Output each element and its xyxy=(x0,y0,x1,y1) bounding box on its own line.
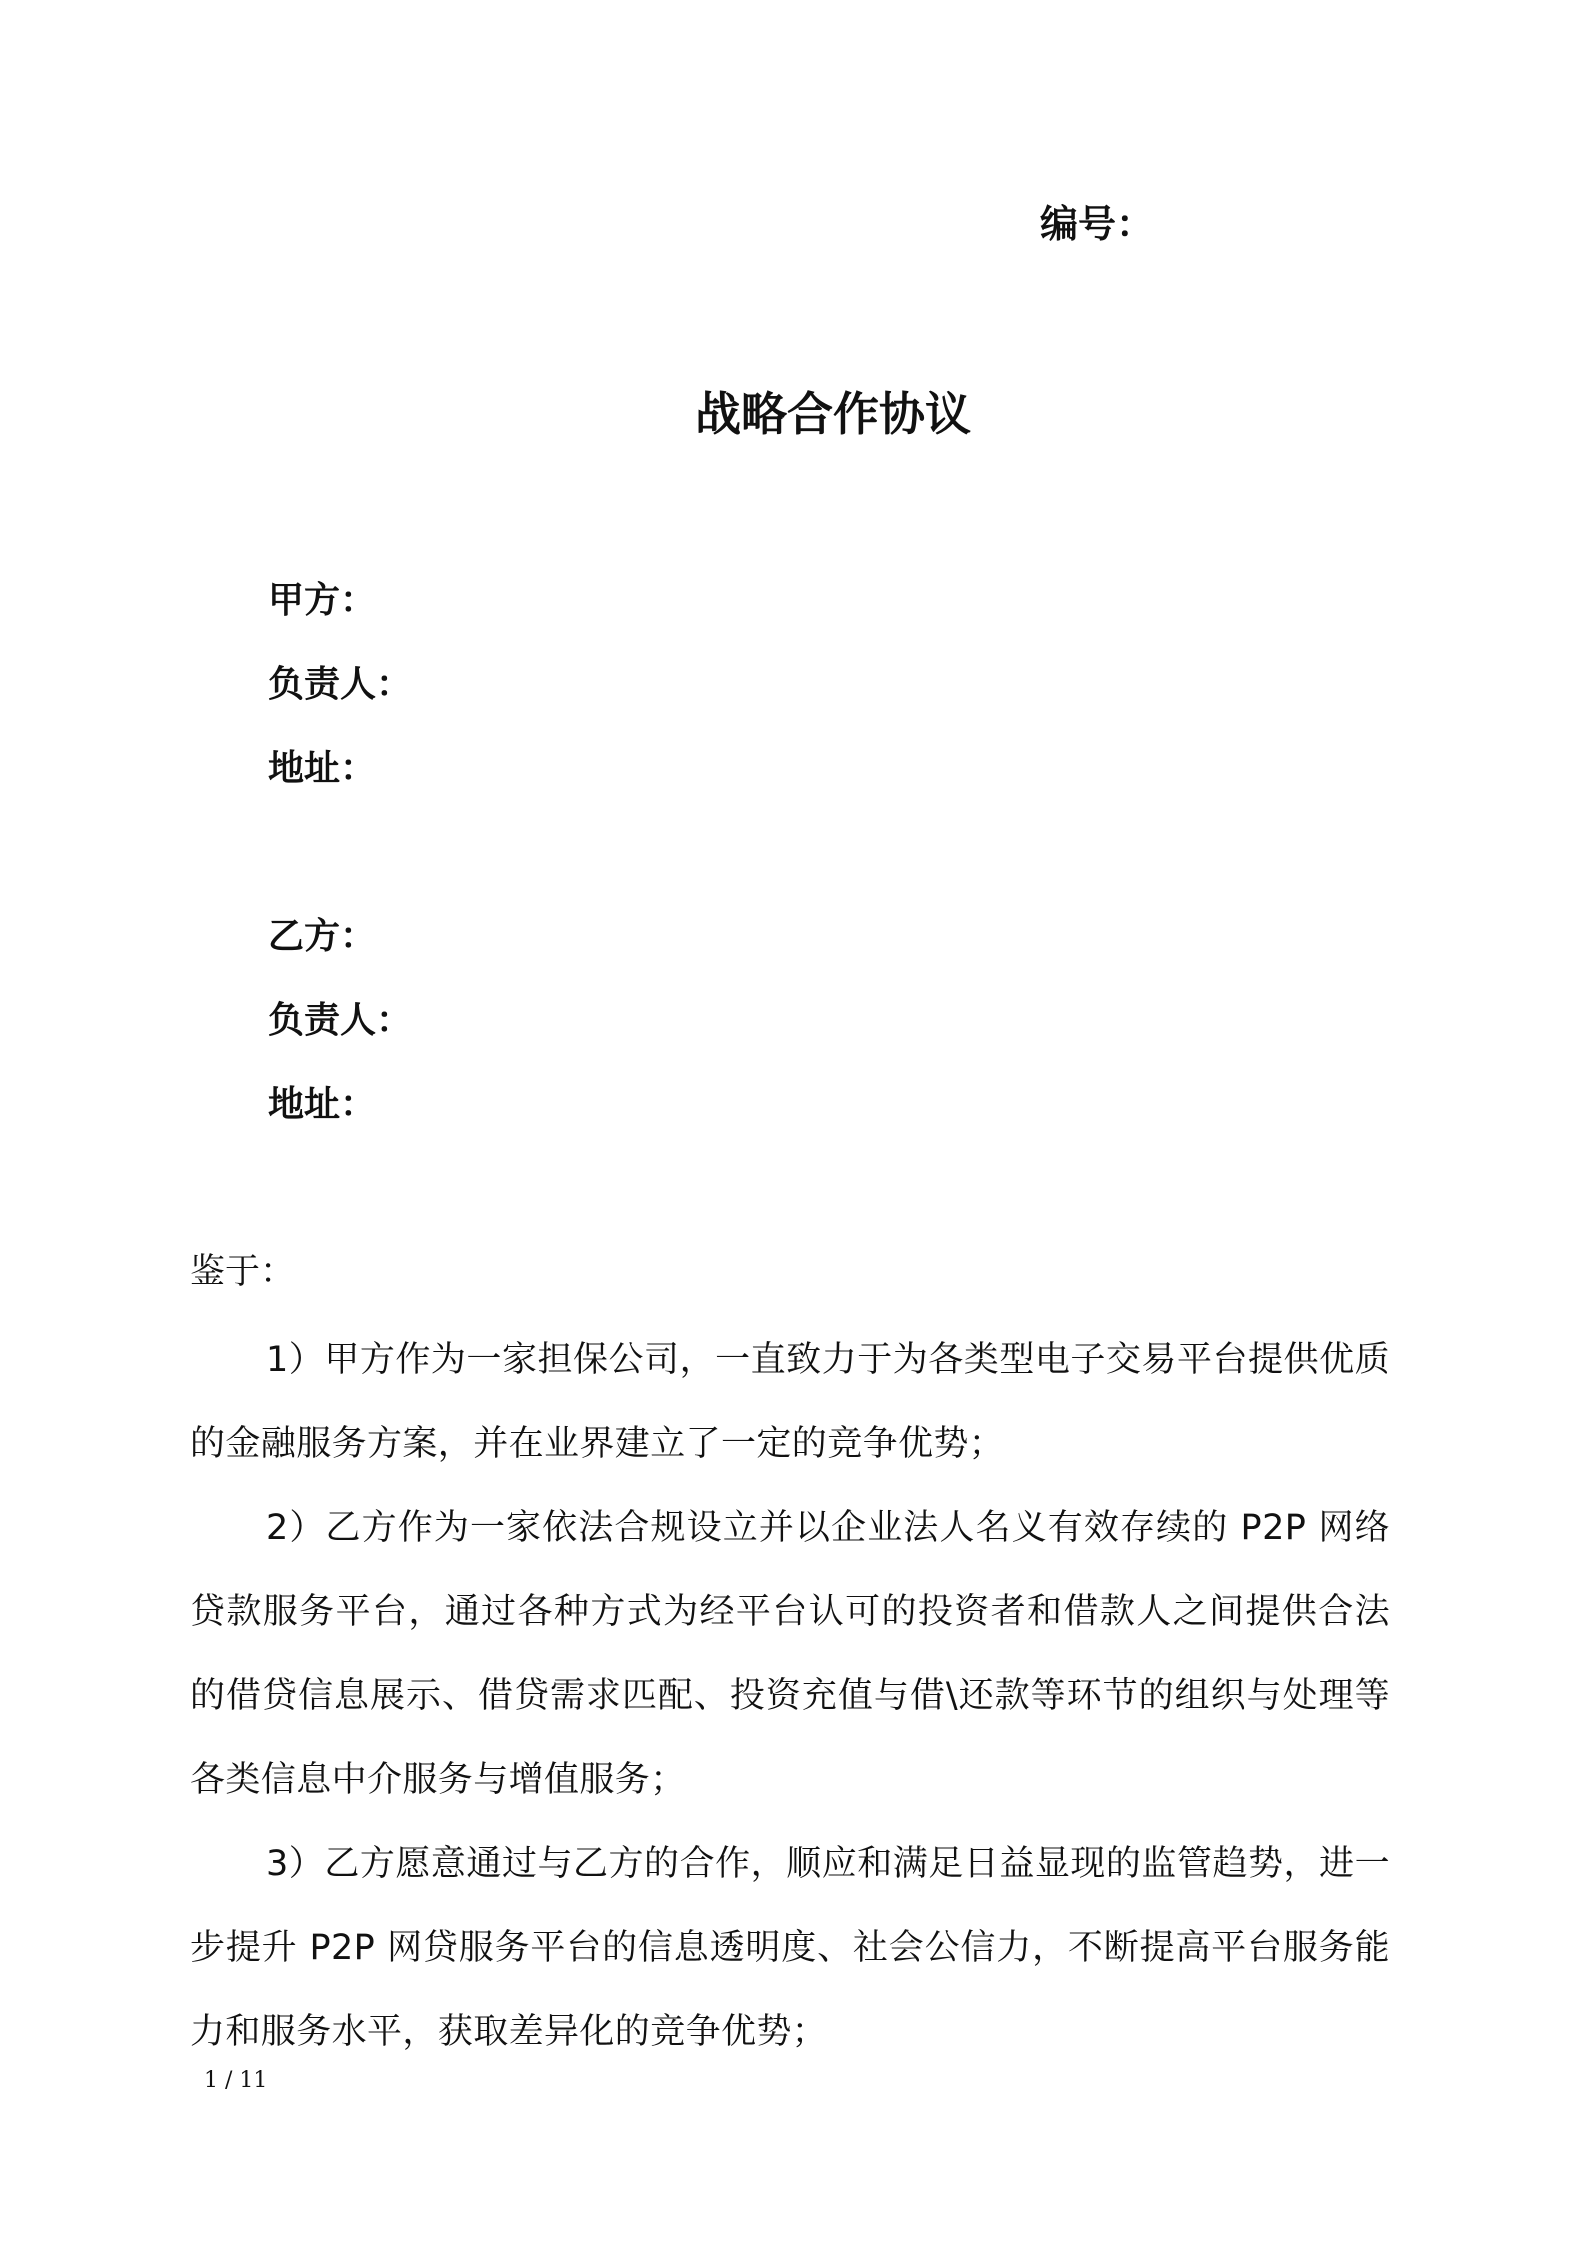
document-number-label: 编号： xyxy=(1040,202,1155,246)
clause-list xyxy=(190,1318,1390,2074)
party-b-label: 乙方： xyxy=(268,916,377,957)
party-b-address-label: 地址： xyxy=(268,1084,377,1125)
party-b-responsible-label: 负责人： xyxy=(268,1000,413,1041)
party-a-responsible-label: 负责人： xyxy=(268,664,413,705)
clause-2: 2）乙方作为一家依法合规设立并以企业法人名义有效存续的 P2P 网络贷款服务平台，通过各种方式为经平台认可的投资者和借款人之间提供合法的借贷信息展示、借贷需求匹配、投资充值与借\还款等环节的组织与处理等各类信息中介服务与增值服务； xyxy=(190,1508,1390,1800)
clause-1: 1）甲方作为一家担保公司，一直致力于为各类型电子交易平台提供优质的金融服务方案，并在业界建立了一定的竞争优势； xyxy=(190,1340,1390,1464)
document-title: 战略合作协议 xyxy=(695,387,971,441)
party-a-label: 甲方： xyxy=(268,580,377,621)
party-a-address-label: 地址： xyxy=(268,748,377,789)
page-indicator: 1 / 11 xyxy=(204,2068,268,2093)
whereas-label: 鉴于： xyxy=(190,1252,296,1292)
clause-3: 3）乙方愿意通过与乙方的合作，顺应和满足日益显现的监管趋势，进一步提升 P2P 网贷服务平台的信息透明度、社会公信力，不断提高平台服务能力和服务水平，获取差异化的竞争优势； xyxy=(190,1844,1390,2052)
